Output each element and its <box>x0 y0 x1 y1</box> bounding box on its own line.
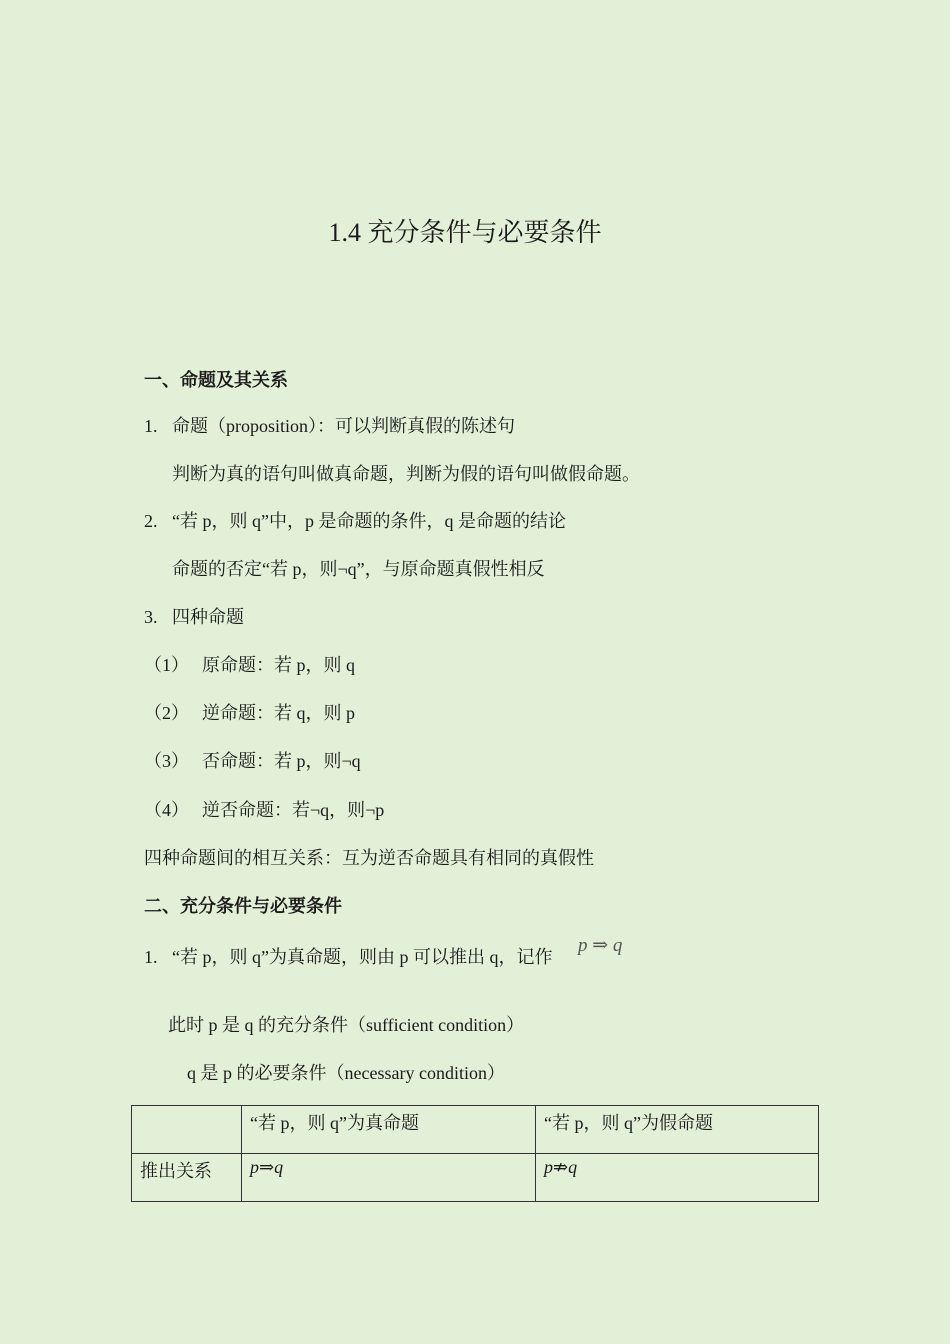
s1-item1-num: 1. <box>144 416 158 436</box>
kind-index: （3） <box>144 751 189 771</box>
kind-index: （1） <box>144 655 189 675</box>
s2-item1 <box>144 943 552 969</box>
s1-item2-text: “若 p，则 q”中，p 是命题的条件，q 是命题的结论 <box>172 511 566 531</box>
s1-item1-sub: 判断为真的语句叫做真命题，判断为假的语句叫做假命题。 <box>172 464 640 484</box>
table-row-label: 推出关系 <box>132 1154 242 1202</box>
table-cell-not-implies <box>536 1154 819 1202</box>
implies-false: p⇏q <box>544 1157 578 1177</box>
s1-item3-text: 四种命题 <box>172 607 244 627</box>
page-title: 1.4 充分条件与必要条件 <box>328 218 602 247</box>
kind-row <box>144 747 361 773</box>
s1-item1-text: 命题（proposition）：可以判断真假的陈述句 <box>172 416 516 436</box>
kind-row <box>144 651 355 677</box>
table-header-cell <box>132 1106 242 1154</box>
sufficient-line: 此时 p 是 q 的充分条件（sufficient condition） <box>168 1015 525 1035</box>
kind-text: 否命题：若 p，则¬q <box>202 751 361 771</box>
kind-index: （2） <box>144 703 189 723</box>
table-header-cell: “若 p，则 q”为真命题 <box>242 1106 536 1154</box>
kind-text: 逆命题：若 q，则 p <box>202 703 355 723</box>
s1-item2-sub: 命题的否定“若 p，则¬q”，与原命题真假性相反 <box>172 559 545 579</box>
s2-item1-text: “若 p，则 q”为真命题，则由 p 可以推出 q，记作 <box>172 947 553 967</box>
condition-table <box>131 1105 819 1202</box>
s1-item3 <box>144 603 244 629</box>
s1-item2-num: 2. <box>144 511 158 531</box>
section2-heading: 二、充分条件与必要条件 <box>144 896 342 916</box>
relation-text: 四种命题间的相互关系：互为逆否命题具有相同的真假性 <box>144 848 594 868</box>
table-cell-implies <box>242 1154 536 1202</box>
implies-true: p⇒q <box>250 1157 284 1177</box>
implies-formula: p ⇒ q <box>578 935 623 956</box>
s1-item3-num: 3. <box>144 607 158 627</box>
table-header-cell: “若 p，则 q”为假命题 <box>536 1106 819 1154</box>
s1-item1 <box>144 412 515 438</box>
s2-item1-num: 1. <box>144 947 158 967</box>
kind-row <box>144 699 355 725</box>
kind-text: 逆否命题：若¬q，则¬p <box>202 800 385 820</box>
kind-row <box>144 796 384 822</box>
necessary-line: q 是 p 的必要条件（necessary condition） <box>187 1063 505 1083</box>
table-header-row <box>132 1106 819 1154</box>
kind-index: （4） <box>144 800 189 820</box>
s1-item2 <box>144 507 566 533</box>
kind-text: 原命题：若 p，则 q <box>202 655 355 675</box>
table-row <box>132 1154 819 1202</box>
section1-heading: 一、命题及其关系 <box>144 370 288 390</box>
